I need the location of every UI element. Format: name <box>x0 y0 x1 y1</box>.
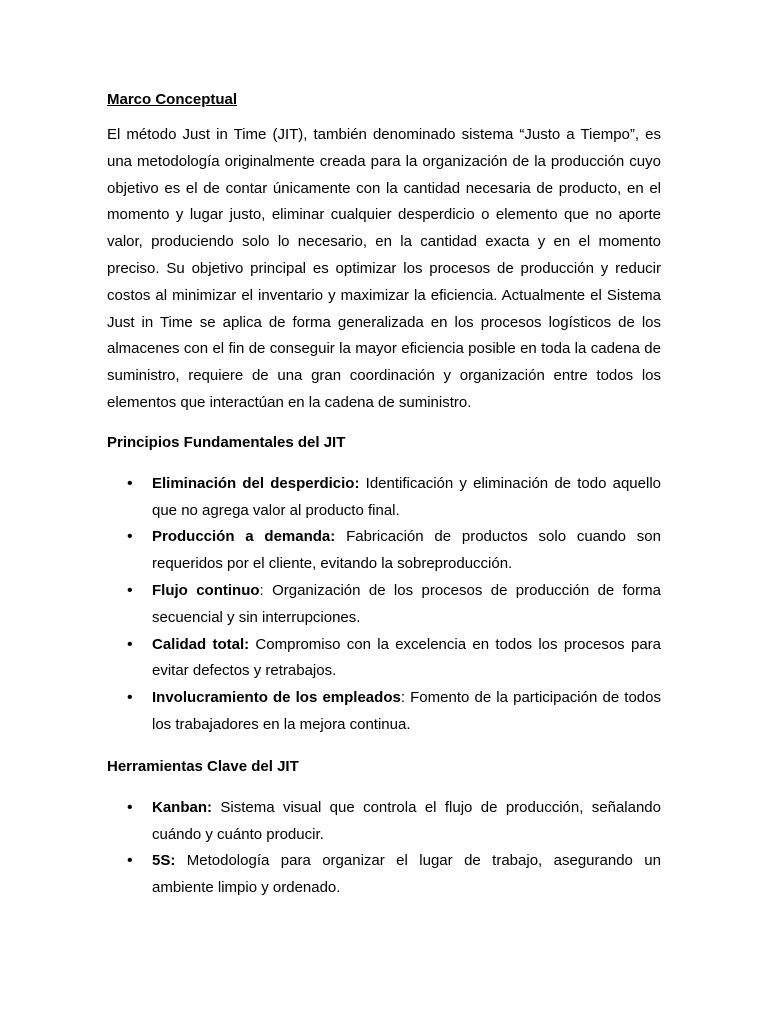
bullet-icon: • <box>127 581 133 599</box>
list-item-text: : Fomento de la participación de todos los trabajadores en la mejora continua. <box>152 689 661 733</box>
list-item-term: 5S: <box>152 852 176 870</box>
list-item-text: Metodología para organizar el lugar de trabajo, asegurando un ambiente limpio y ordenado. <box>152 852 661 897</box>
document-page <box>107 88 661 918</box>
bullet-icon: • <box>127 528 133 546</box>
list-item <box>107 685 661 739</box>
list-item-text: Identificación y eliminación de todo aquello que no agrega valor al producto final. <box>152 474 661 519</box>
list-item-text: : Organización de los procesos de producción de forma secuencial y sin interrupciones. <box>152 581 661 626</box>
list-item-term: Calidad total: <box>152 635 250 653</box>
list-item <box>107 578 661 632</box>
list-item <box>107 632 661 686</box>
intro-paragraph: El método Just in Time (JIT), también denominado sistema “Justo a Tiempo”, es una metodología originalmente creada para la organización de la producción cuyo objetivo es el de contar únicamente con la cantidad necesaria de producto, en el momento y lugar justo, eliminar cualquier desperdicio o elemento que no aporte valor, produciendo solo lo necesario, en la cantidad exacta y en el momento preciso. Su objetivo principal es optimizar los procesos de producción y reducir costos al minimizar el inventario y maximizar la eficiencia. Actualmente el Sistema Just in Time se aplica de forma generalizada en los procesos logísticos de los almacenes con el fin de conseguir la mayor eficiencia posible en toda la cadena de suministro, requiere de una gran coordinación y organización entre todos los elementos que interactúan en la cadena de suministro. <box>107 126 661 411</box>
bullet-icon: • <box>127 635 133 653</box>
list-item-term: Eliminación del desperdicio: <box>152 474 360 492</box>
list-item-term: Involucramiento de los empleados <box>152 689 401 707</box>
tools-list <box>107 795 661 902</box>
tools-heading: Herramientas Clave del JIT <box>107 757 299 775</box>
bullet-icon: • <box>127 474 133 492</box>
bullet-icon: • <box>127 852 133 870</box>
bullet-icon: • <box>127 689 133 707</box>
bullet-icon: • <box>127 798 133 816</box>
list-item-text: Sistema visual que controla el flujo de producción, señalando cuándo y cuánto producir. <box>152 798 661 843</box>
list-item-term: Producción a demanda: <box>152 528 336 546</box>
list-item-term: Flujo continuo <box>152 581 260 599</box>
principles-heading: Principios Fundamentales del JIT <box>107 433 346 451</box>
list-item <box>107 795 661 849</box>
list-item-text: Compromiso con la excelencia en todos los procesos para evitar defectos y retrabajos. <box>152 635 661 680</box>
list-item <box>107 471 661 525</box>
document-title: Marco Conceptual <box>107 91 238 108</box>
list-item-term: Kanban: <box>152 798 212 816</box>
list-item <box>107 524 661 578</box>
principles-list <box>107 471 661 739</box>
list-item-text: Fabricación de productos solo cuando son requeridos por el cliente, evitando la sobreproducción. <box>152 528 661 573</box>
list-item <box>107 848 661 902</box>
